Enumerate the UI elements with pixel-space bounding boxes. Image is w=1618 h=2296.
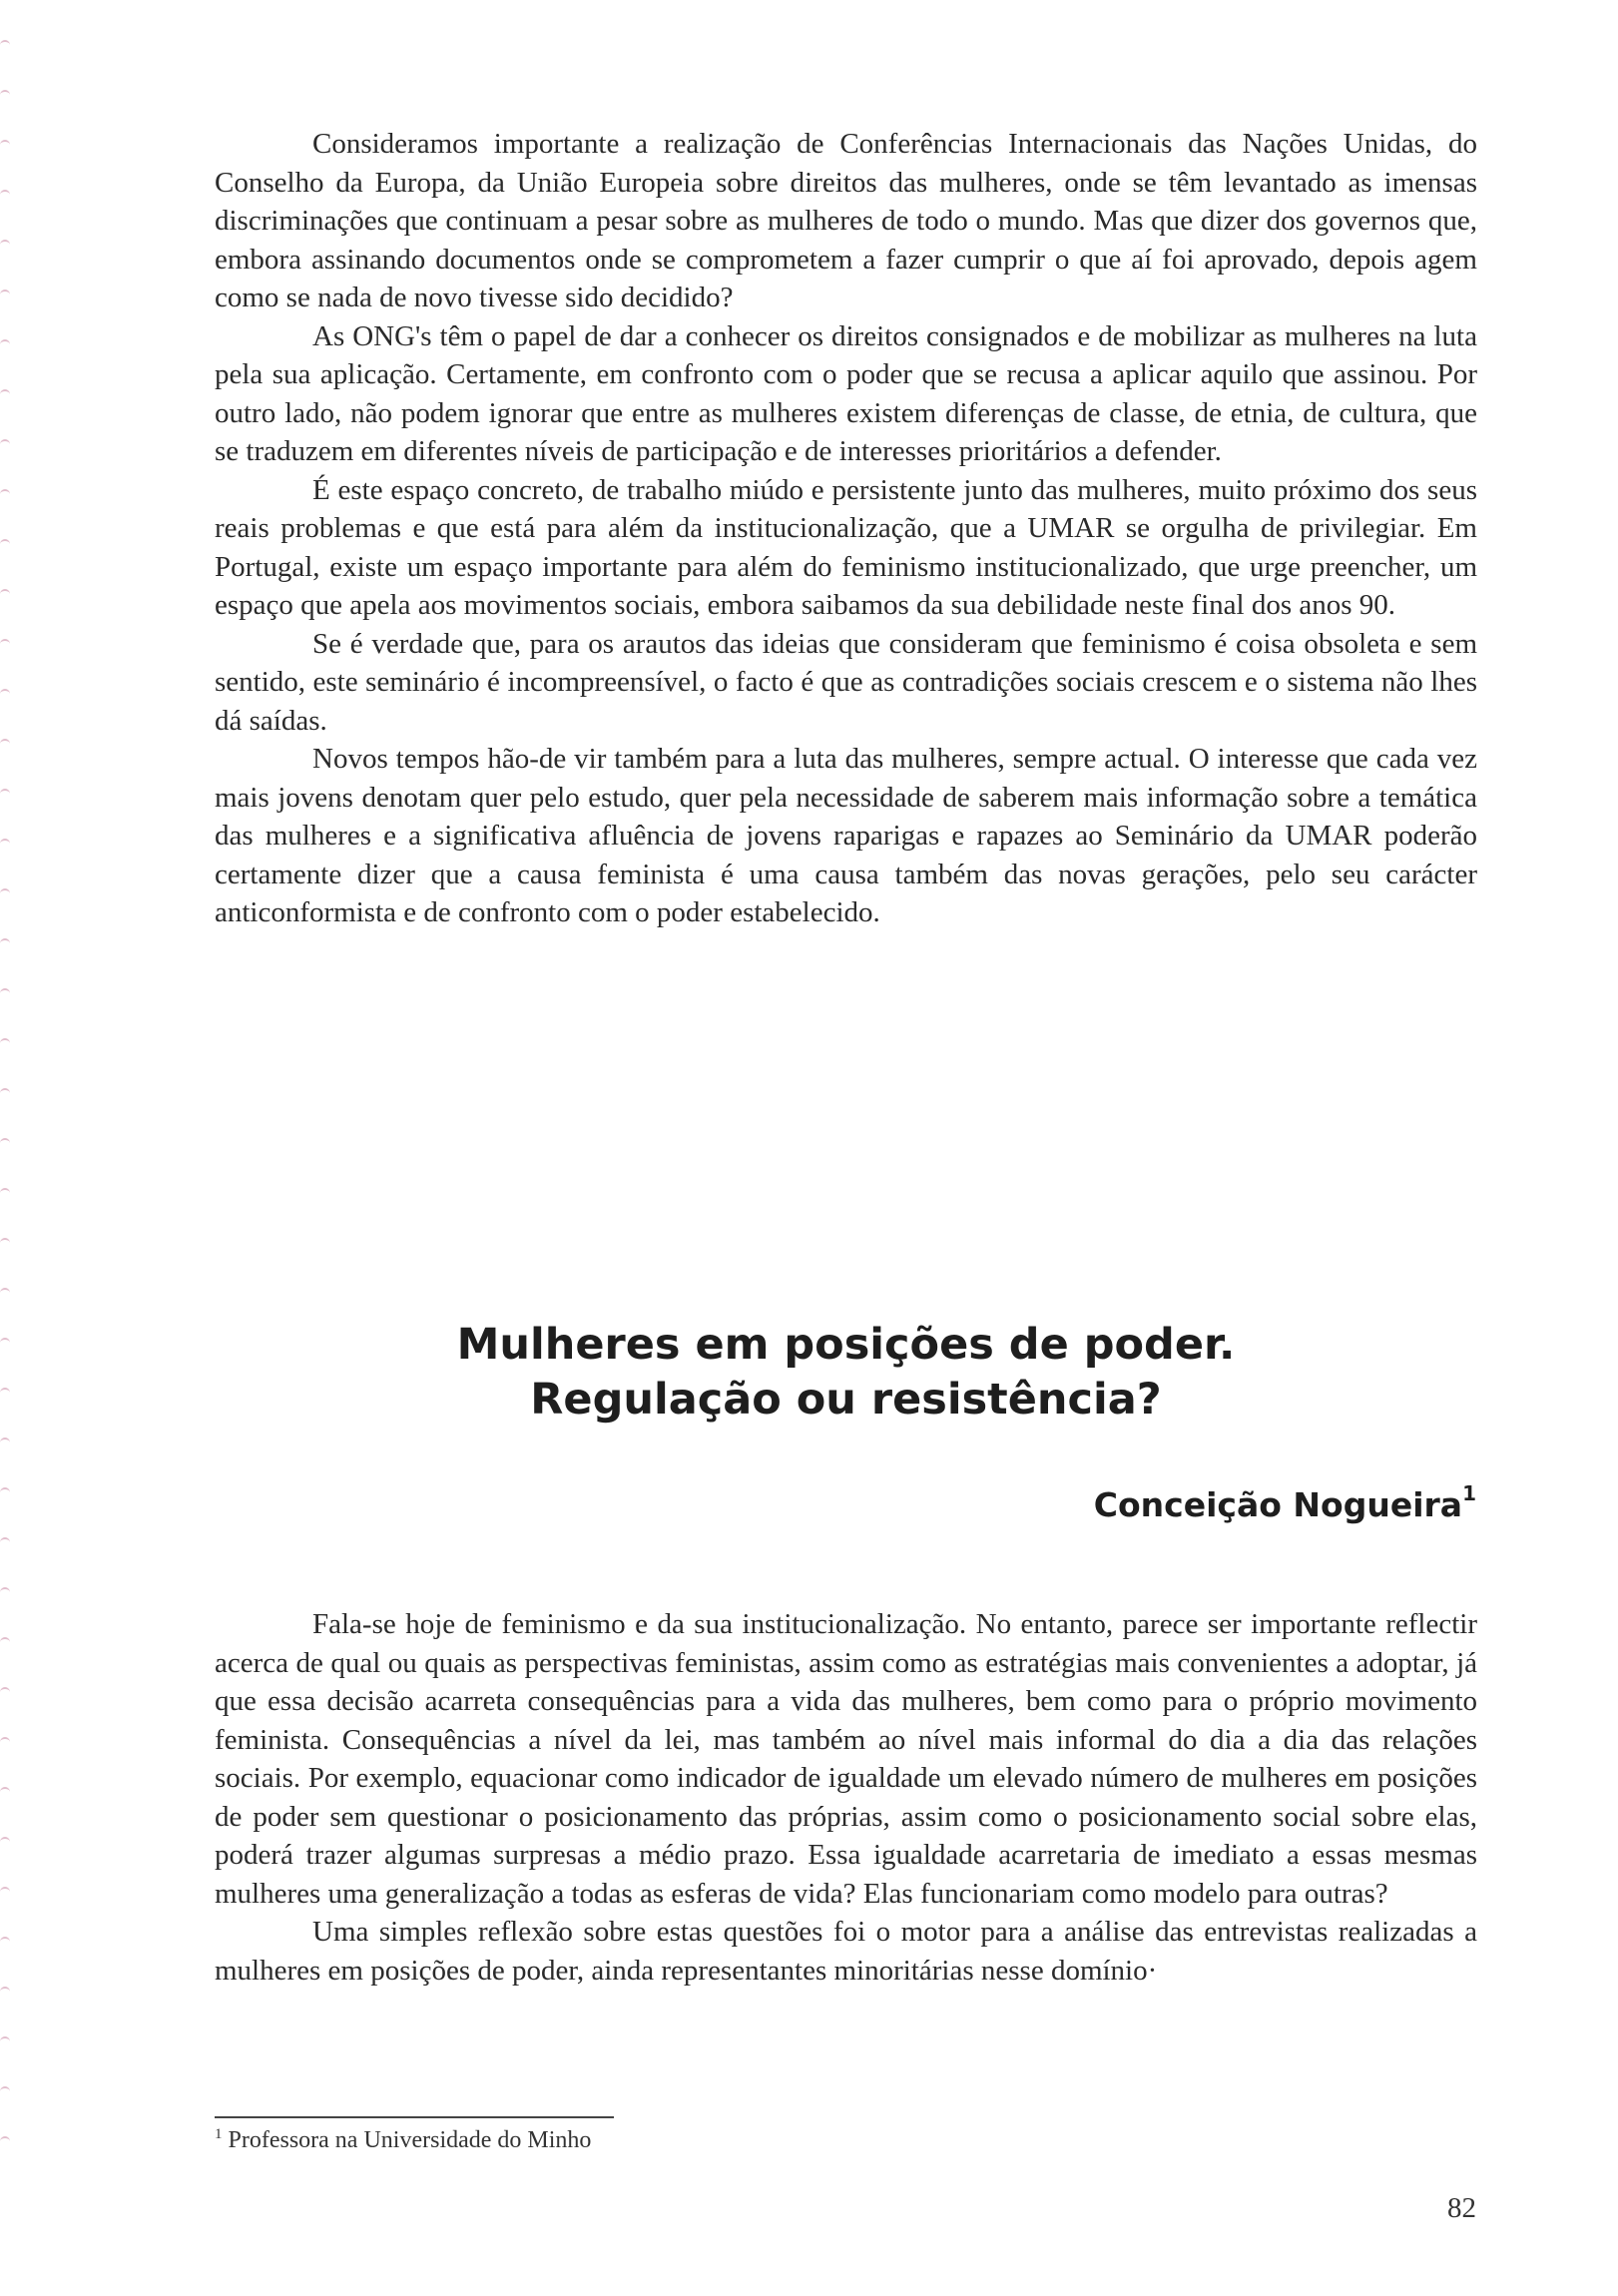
binding-mark [0, 1437, 10, 1443]
binding-mark [0, 839, 10, 845]
binding-mark [0, 2136, 10, 2142]
binding-mark [0, 190, 10, 196]
paragraph: Novos tempos hão-de vir também para a luta das mulheres, sempre actual. O interesse que cada vez mais jovens denotam quer pelo estudo, quer pela necessidade de saberem mais informação sobre a temática das mulheres e a significativa afluência de jovens raparigas e rapazes ao Seminário da UMAR poderão certamente dizer que a causa feminista é uma causa também das novas gerações, pelo seu carácter anticonformista e de confronto com o poder estabelecido. [215, 743, 1477, 928]
binding-mark [0, 1687, 10, 1693]
binding-mark [0, 1737, 10, 1743]
binding-mark [0, 140, 10, 146]
binding-mark [0, 240, 10, 246]
binding-mark [0, 40, 10, 46]
binding-mark [0, 1238, 10, 1244]
binding-mark [0, 1338, 10, 1344]
binding-mark [0, 1787, 10, 1793]
section-body-text [215, 1605, 1477, 1990]
page-number: 82 [1447, 2192, 1476, 2224]
binding-mark [0, 1837, 10, 1843]
paragraph: Fala-se hoje de feminismo e da sua institucionalização. No entanto, parece ser importante reflectir acerca de qual ou quais as perspectivas feministas, assim como as estratégias mais convenientes a adoptar, já que essa decisão acarreta consequências para a vida das mulheres, bem como para o próprio movimento feminista. Consequências a nível da lei, mas também ao nível mais informal do dia a dia das relações sociais. Por exemplo, equacionar como indicador de igualdade um elevado número de mulheres em posições de poder sem questionar o posicionamento das próprias, assim como o posicionamento social sobre elas, poderá trazer algumas surpresas a médio prazo. Essa igualdade acarretaria de imediato a essas mesmas mulheres uma generalização a todas as esferas de vida? Elas funcionariam como modelo para outras? [215, 1608, 1477, 1910]
section-title-line-1: Mulheres em posições de poder. [456, 1320, 1236, 1370]
footnote [215, 2126, 591, 2154]
binding-mark [0, 1537, 10, 1543]
binding-mark [0, 389, 10, 395]
author-name-text: Conceição Nogueira [1093, 1485, 1463, 1524]
binding-mark [0, 1587, 10, 1593]
paragraph: Se é verdade que, para os arautos das ideias que consideram que feminismo é coisa obsoleta e sem sentido, este seminário é incompreensível, o facto é que as contradições sociais crescem e o sistema não lhes dá saídas. [215, 627, 1477, 737]
binding-mark [0, 639, 10, 645]
binding-mark [0, 339, 10, 345]
binding-mark [0, 289, 10, 295]
footnote-divider [215, 2116, 614, 2118]
body-text [215, 125, 1477, 932]
binding-mark [0, 2036, 10, 2042]
binding-mark [0, 90, 10, 96]
binding-mark [0, 2086, 10, 2092]
binding-mark [0, 589, 10, 595]
binding-mark [0, 1487, 10, 1493]
binding-mark [0, 988, 10, 994]
paragraph: É este espaço concreto, de trabalho miúdo e persistente junto das mulheres, muito próximo dos seus reais problemas e que está para além da institucionalização, que a UMAR se orgulha de privilegiar. Em Portugal, existe um espaço importante para além do feminismo institucionalizado, que urge preencher, um espaço que apela aos movimentos sociais, embora saibamos da sua debilidade neste final dos anos 90. [215, 473, 1477, 621]
binding-mark [0, 789, 10, 795]
binding-mark [0, 489, 10, 495]
author-footnote-mark: 1 [1462, 1481, 1476, 1505]
binding-mark [0, 1088, 10, 1094]
binding-mark [0, 1388, 10, 1394]
section-title-line-2: Regulação ou resistência? [530, 1375, 1162, 1425]
binding-mark [0, 739, 10, 745]
binding-mark [0, 439, 10, 445]
footnote-text: Professora na Universidade do Minho [228, 2127, 592, 2153]
binding-holes-decoration [0, 40, 14, 2176]
paragraph: Consideramos importante a realização de Conferências Internacionais das Nações Unidas, do Conselho da Europa, da União Europeia sobre direitos das mulheres, onde se têm levantado as imensas discriminações que continuam a pesar sobre as mulheres de todo o mundo. Mas que dizer dos governos que, embora assinando documentos onde se comprometem a fazer cumprir o que aí foi aprovado, depois agem como se nada de novo tivesse sido decidido? [215, 128, 1477, 313]
binding-mark [0, 1987, 10, 1993]
paragraph: Uma simples reflexão sobre estas questões foi o motor para a análise das entrevistas realizadas a mulheres em posições de poder, ainda representantes minoritárias nesse domínio· [215, 1916, 1477, 1987]
binding-mark [0, 689, 10, 695]
binding-mark [0, 888, 10, 894]
footnote-mark: 1 [215, 2126, 223, 2142]
section-title [215, 1318, 1477, 1428]
binding-mark [0, 1038, 10, 1044]
binding-mark [0, 1637, 10, 1643]
author-name [1093, 1481, 1476, 1524]
binding-mark [0, 539, 10, 545]
binding-mark [0, 1138, 10, 1144]
paragraph: As ONG's têm o papel de dar a conhecer os direitos consignados e de mobilizar as mulheres na luta pela sua aplicação. Certamente, em confronto com o poder que se recusa a aplicar aquilo que assinou. Por outro lado, não podem ignorar que entre as mulheres existem diferenças de classe, de etnia, de cultura, que se traduzem em diferentes níveis de participação e de interesses prioritários a defender. [215, 319, 1477, 467]
binding-mark [0, 1887, 10, 1893]
binding-mark [0, 1188, 10, 1194]
binding-mark [0, 938, 10, 944]
binding-mark [0, 1937, 10, 1943]
binding-mark [0, 1288, 10, 1294]
